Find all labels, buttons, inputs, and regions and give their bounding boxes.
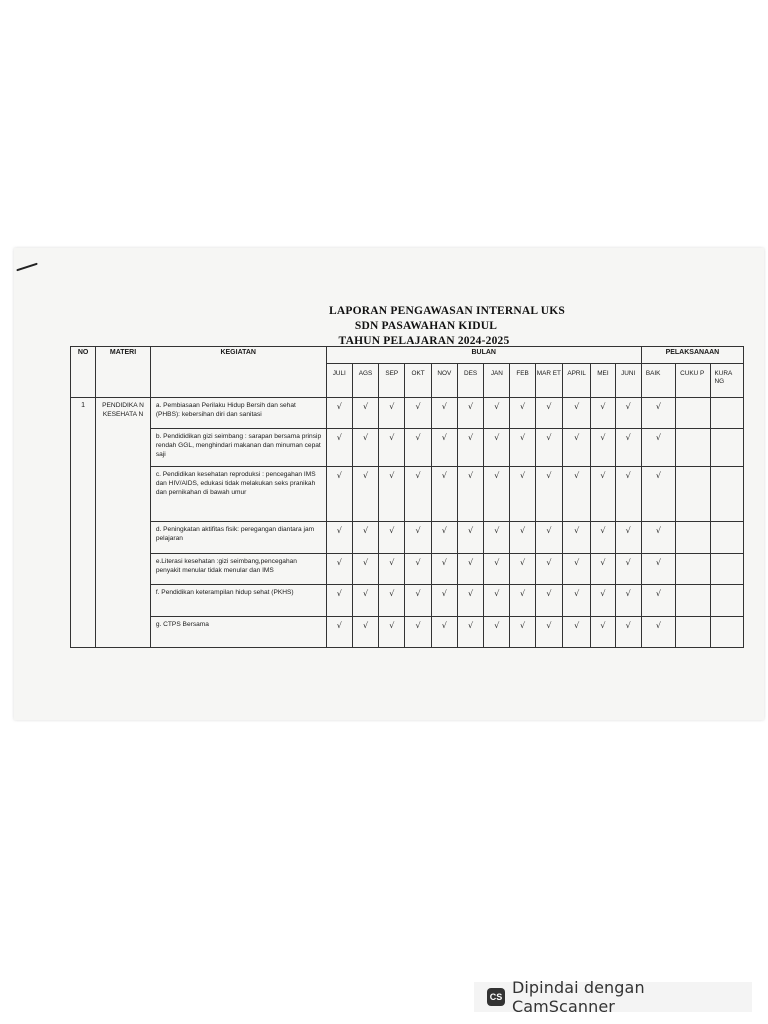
month-check: √ bbox=[484, 554, 510, 585]
rating-baik-check: √ bbox=[641, 429, 675, 467]
month-check: √ bbox=[326, 585, 352, 617]
month-check: √ bbox=[352, 398, 378, 429]
month-check: √ bbox=[591, 554, 615, 585]
month-check: √ bbox=[563, 467, 591, 522]
month-check: √ bbox=[352, 429, 378, 467]
kegiatan-cell: d. Peningkatan aktifitas fisik: peregangan diantara jam pelajaran bbox=[150, 522, 326, 554]
month-check: √ bbox=[615, 467, 641, 522]
month-check: √ bbox=[535, 398, 562, 429]
month-check: √ bbox=[591, 617, 615, 648]
kegiatan-cell: b. Pendididikan gizi seimbang : sarapan bersama prinsip rendah GGL, menghindari makanan dan minuman cepat saji bbox=[150, 429, 326, 467]
rating-kurang-cell bbox=[710, 585, 744, 617]
month-check: √ bbox=[457, 554, 483, 585]
month-check: √ bbox=[431, 617, 457, 648]
month-check: √ bbox=[510, 398, 535, 429]
month-check: √ bbox=[379, 398, 405, 429]
month-check: √ bbox=[352, 554, 378, 585]
month-header: MAR ET bbox=[535, 364, 562, 398]
report-title: LAPORAN PENGAWASAN INTERNAL UKS bbox=[329, 305, 565, 317]
rating-header: BAIK bbox=[641, 364, 675, 398]
month-check: √ bbox=[326, 398, 352, 429]
month-check: √ bbox=[615, 585, 641, 617]
table-row bbox=[71, 585, 744, 617]
rating-baik-check: √ bbox=[641, 585, 675, 617]
month-check: √ bbox=[615, 554, 641, 585]
month-check: √ bbox=[563, 522, 591, 554]
month-check: √ bbox=[431, 554, 457, 585]
header-no: NO bbox=[71, 347, 96, 398]
month-check: √ bbox=[535, 617, 562, 648]
month-check: √ bbox=[510, 585, 535, 617]
rating-baik-check: √ bbox=[641, 522, 675, 554]
month-check: √ bbox=[510, 617, 535, 648]
header-bulan: BULAN bbox=[326, 347, 641, 364]
month-check: √ bbox=[405, 429, 431, 467]
month-check: √ bbox=[535, 522, 562, 554]
month-check: √ bbox=[563, 429, 591, 467]
month-header: AGS bbox=[352, 364, 378, 398]
month-check: √ bbox=[431, 398, 457, 429]
month-check: √ bbox=[615, 429, 641, 467]
rating-cukup-cell bbox=[676, 522, 710, 554]
month-check: √ bbox=[457, 617, 483, 648]
month-check: √ bbox=[563, 585, 591, 617]
month-check: √ bbox=[591, 467, 615, 522]
month-check: √ bbox=[484, 585, 510, 617]
month-check: √ bbox=[457, 467, 483, 522]
row-number: 1 bbox=[71, 398, 96, 648]
month-check: √ bbox=[379, 429, 405, 467]
month-check: √ bbox=[510, 429, 535, 467]
month-check: √ bbox=[405, 467, 431, 522]
kegiatan-cell: e.Literasi kesehatan :gizi seimbang,pencegahan penyakit menular tidak menular dan IMS bbox=[150, 554, 326, 585]
header-kegiatan: KEGIATAN bbox=[150, 347, 326, 398]
rating-cukup-cell bbox=[676, 585, 710, 617]
month-check: √ bbox=[379, 585, 405, 617]
month-check: √ bbox=[431, 429, 457, 467]
kegiatan-cell: c. Pendidikan kesehatan reproduksi : pencegahan IMS dan HIV/AIDS, edukasi tidak melakukan seks pranikah dan pernikahan di bawah umur bbox=[150, 467, 326, 522]
academic-year: TAHUN PELAJARAN 2024-2025 bbox=[338, 335, 510, 347]
table-row bbox=[71, 398, 744, 429]
rating-cukup-cell bbox=[676, 554, 710, 585]
rating-header: CUKU P bbox=[676, 364, 710, 398]
month-header: NOV bbox=[431, 364, 457, 398]
month-check: √ bbox=[379, 554, 405, 585]
month-check: √ bbox=[510, 522, 535, 554]
camscanner-logo-icon: CS bbox=[487, 988, 505, 1006]
month-check: √ bbox=[484, 429, 510, 467]
month-check: √ bbox=[405, 398, 431, 429]
month-check: √ bbox=[535, 554, 562, 585]
rating-kurang-cell bbox=[710, 398, 744, 429]
month-check: √ bbox=[535, 467, 562, 522]
report-table bbox=[70, 346, 744, 648]
table-row bbox=[71, 554, 744, 585]
month-header: OKT bbox=[405, 364, 431, 398]
month-check: √ bbox=[405, 617, 431, 648]
month-check: √ bbox=[326, 554, 352, 585]
rating-cukup-cell bbox=[676, 398, 710, 429]
rating-kurang-cell bbox=[710, 617, 744, 648]
table-row bbox=[71, 467, 744, 522]
month-check: √ bbox=[326, 467, 352, 522]
rating-cukup-cell bbox=[676, 467, 710, 522]
month-check: √ bbox=[431, 522, 457, 554]
table-row bbox=[71, 522, 744, 554]
table-row bbox=[71, 429, 744, 467]
month-check: √ bbox=[379, 522, 405, 554]
month-check: √ bbox=[615, 522, 641, 554]
month-check: √ bbox=[484, 467, 510, 522]
camscanner-watermark bbox=[474, 978, 752, 1016]
rating-baik-check: √ bbox=[641, 617, 675, 648]
month-header: SEP bbox=[379, 364, 405, 398]
table-row bbox=[71, 617, 744, 648]
month-check: √ bbox=[510, 467, 535, 522]
month-check: √ bbox=[405, 554, 431, 585]
month-check: √ bbox=[535, 585, 562, 617]
kegiatan-cell: a. Pembiasaan Perilaku Hidup Bersih dan sehat (PHBS): kebersihan diri dan sanitasi bbox=[150, 398, 326, 429]
rating-baik-check: √ bbox=[641, 554, 675, 585]
kegiatan-cell: f. Pendidikan keterampilan hidup sehat (PKHS) bbox=[150, 585, 326, 617]
month-check: √ bbox=[563, 617, 591, 648]
month-check: √ bbox=[431, 585, 457, 617]
kegiatan-cell: g. CTPS Bersama bbox=[150, 617, 326, 648]
school-name: SDN PASAWAHAN KIDUL bbox=[354, 320, 498, 332]
month-check: √ bbox=[615, 617, 641, 648]
rating-kurang-cell bbox=[710, 522, 744, 554]
header-pelaksanaan: PELAKSANAAN bbox=[641, 347, 743, 364]
month-check: √ bbox=[591, 522, 615, 554]
rating-cukup-cell bbox=[676, 429, 710, 467]
month-check: √ bbox=[352, 522, 378, 554]
rating-cukup-cell bbox=[676, 617, 710, 648]
month-check: √ bbox=[326, 522, 352, 554]
month-check: √ bbox=[510, 554, 535, 585]
materi-cell: PENDIDIKA N KESEHATA N bbox=[96, 398, 151, 648]
month-check: √ bbox=[563, 554, 591, 585]
month-check: √ bbox=[457, 522, 483, 554]
month-check: √ bbox=[352, 585, 378, 617]
month-check: √ bbox=[457, 585, 483, 617]
rating-header: KURA NG bbox=[710, 364, 744, 398]
month-check: √ bbox=[591, 398, 615, 429]
month-header: MEI bbox=[591, 364, 615, 398]
month-header: FEB bbox=[510, 364, 535, 398]
rating-kurang-cell bbox=[710, 467, 744, 522]
month-check: √ bbox=[352, 617, 378, 648]
month-check: √ bbox=[457, 398, 483, 429]
rating-baik-check: √ bbox=[641, 398, 675, 429]
month-header: JAN bbox=[484, 364, 510, 398]
month-check: √ bbox=[352, 467, 378, 522]
month-check: √ bbox=[535, 429, 562, 467]
report-body bbox=[71, 398, 744, 648]
header-materi: MATERI bbox=[96, 347, 151, 398]
month-check: √ bbox=[615, 398, 641, 429]
month-check: √ bbox=[326, 429, 352, 467]
month-check: √ bbox=[484, 617, 510, 648]
rating-kurang-cell bbox=[710, 554, 744, 585]
month-check: √ bbox=[379, 617, 405, 648]
month-check: √ bbox=[563, 398, 591, 429]
month-header: DES bbox=[457, 364, 483, 398]
camscanner-text: Dipindai dengan CamScanner bbox=[511, 978, 645, 1016]
month-check: √ bbox=[405, 522, 431, 554]
rating-kurang-cell bbox=[710, 429, 744, 467]
month-check: √ bbox=[457, 429, 483, 467]
month-header: JULI bbox=[326, 364, 352, 398]
month-check: √ bbox=[405, 585, 431, 617]
rating-baik-check: √ bbox=[641, 467, 675, 522]
month-check: √ bbox=[326, 617, 352, 648]
month-check: √ bbox=[484, 398, 510, 429]
month-check: √ bbox=[431, 467, 457, 522]
month-check: √ bbox=[591, 429, 615, 467]
month-check: √ bbox=[379, 467, 405, 522]
month-header: APRIL bbox=[563, 364, 591, 398]
month-header: JUNI bbox=[615, 364, 641, 398]
month-check: √ bbox=[484, 522, 510, 554]
month-check: √ bbox=[591, 585, 615, 617]
